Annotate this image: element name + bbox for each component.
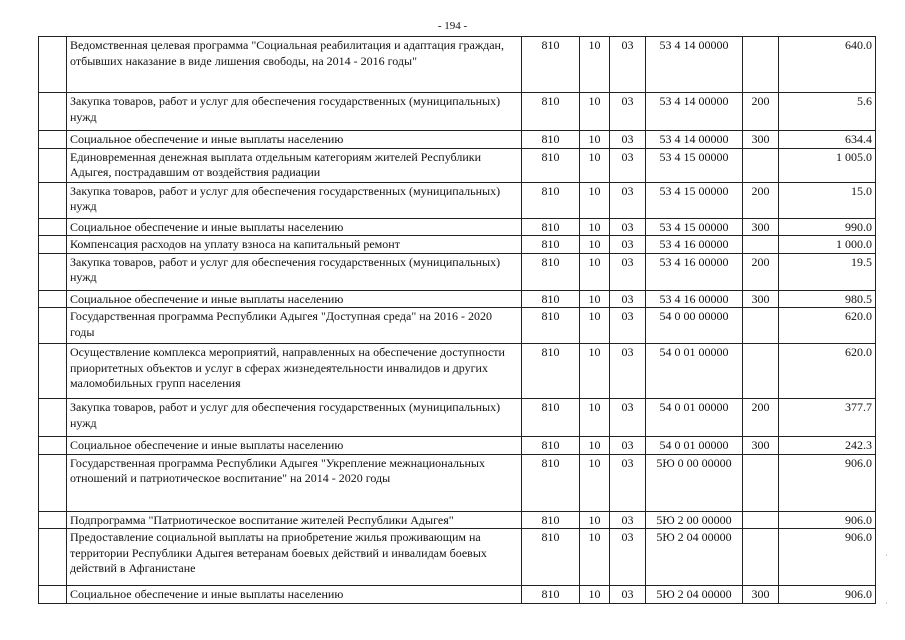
target-article-cell: 53 4 15 00000: [646, 148, 743, 182]
target-article-cell: 53 4 14 00000: [646, 93, 743, 131]
section-code-cell: 10: [580, 218, 610, 236]
expense-type-cell: 300: [743, 218, 779, 236]
expense-type-cell: 200: [743, 399, 779, 437]
ministry-code-cell: 810: [522, 308, 580, 344]
item-name-cell: Социальное обеспечение и иные выплаты населению: [67, 131, 522, 149]
expense-type-cell: 300: [743, 437, 779, 455]
ministry-code-cell: 810: [522, 182, 580, 218]
table-row: [39, 218, 876, 236]
section-code-cell: 10: [580, 399, 610, 437]
item-name-cell: Осуществление комплекса мероприятий, направленных на обеспечение доступности приоритетных объектов и услуг в сферах жизнедеятельности инвалидов и других маломобильных групп населения: [67, 344, 522, 399]
row-number-cell: [39, 308, 67, 344]
amount-cell: 634.4: [779, 131, 876, 149]
row-number-cell: [39, 399, 67, 437]
item-name-cell: Закупка товаров, работ и услуг для обеспечения государственных (муниципальных) нужд: [67, 182, 522, 218]
target-article-cell: 5Ю 2 00 00000: [646, 511, 743, 529]
item-name-cell: Государственная программа Республики Адыгея "Укрепление межнациональных отношений и патриотическое воспитание" на 2014 - 2020 годы: [67, 454, 522, 511]
amount-cell: 1 000.0: [779, 236, 876, 254]
subsection-code-cell: 03: [610, 454, 646, 511]
table-row: [39, 182, 876, 218]
item-name-cell: Государственная программа Республики Адыгея "Доступная среда" на 2016 - 2020 годы: [67, 308, 522, 344]
target-article-cell: 54 0 01 00000: [646, 344, 743, 399]
item-name-cell: Социальное обеспечение и иные выплаты населению: [67, 218, 522, 236]
ministry-code-cell: 810: [522, 131, 580, 149]
budget-table: [38, 36, 876, 604]
amount-cell: 906.0: [779, 511, 876, 529]
table-row: [39, 131, 876, 149]
section-code-cell: 10: [580, 290, 610, 308]
target-article-cell: 53 4 14 00000: [646, 131, 743, 149]
expense-type-cell: [743, 308, 779, 344]
section-code-cell: 10: [580, 454, 610, 511]
expense-type-cell: 200: [743, 93, 779, 131]
table-row: [39, 290, 876, 308]
target-article-cell: 53 4 16 00000: [646, 236, 743, 254]
expense-type-cell: 200: [743, 253, 779, 290]
row-number-cell: [39, 344, 67, 399]
target-article-cell: 53 4 16 00000: [646, 253, 743, 290]
amount-cell: 906.0: [779, 529, 876, 586]
target-article-cell: 54 0 01 00000: [646, 437, 743, 455]
subsection-code-cell: 03: [610, 344, 646, 399]
amount-cell: 1 005.0: [779, 148, 876, 182]
expense-type-cell: [743, 511, 779, 529]
ministry-code-cell: 810: [522, 344, 580, 399]
subsection-code-cell: 03: [610, 182, 646, 218]
table-row: [39, 529, 876, 586]
target-article-cell: 54 0 01 00000: [646, 399, 743, 437]
item-name-cell: Социальное обеспечение и иные выплаты населению: [67, 586, 522, 604]
subsection-code-cell: 03: [610, 148, 646, 182]
amount-cell: 19.5: [779, 253, 876, 290]
subsection-code-cell: 03: [610, 218, 646, 236]
table-row: [39, 399, 876, 437]
expense-type-cell: [743, 37, 779, 93]
item-name-cell: Единовременная денежная выплата отдельным категориям жителей Республики Адыгея, пострадавшим от воздействия радиации: [67, 148, 522, 182]
table-row: [39, 236, 876, 254]
section-code-cell: 10: [580, 253, 610, 290]
subsection-code-cell: 03: [610, 93, 646, 131]
amount-cell: 620.0: [779, 308, 876, 344]
table-row: [39, 148, 876, 182]
expense-type-cell: [743, 454, 779, 511]
row-number-cell: [39, 253, 67, 290]
table-row: [39, 511, 876, 529]
target-article-cell: 5Ю 2 04 00000: [646, 586, 743, 604]
amount-cell: 242.3: [779, 437, 876, 455]
section-code-cell: 10: [580, 308, 610, 344]
target-article-cell: 53 4 15 00000: [646, 182, 743, 218]
item-name-cell: Закупка товаров, работ и услуг для обеспечения государственных (муниципальных) нужд: [67, 253, 522, 290]
subsection-code-cell: 03: [610, 437, 646, 455]
subsection-code-cell: 03: [610, 511, 646, 529]
section-code-cell: 10: [580, 93, 610, 131]
target-article-cell: 5Ю 2 04 00000: [646, 529, 743, 586]
subsection-code-cell: 03: [610, 131, 646, 149]
section-code-cell: 10: [580, 511, 610, 529]
amount-cell: 906.0: [779, 454, 876, 511]
expense-type-cell: 200: [743, 182, 779, 218]
target-article-cell: 53 4 14 00000: [646, 37, 743, 93]
section-code-cell: 10: [580, 182, 610, 218]
item-name-cell: Ведомственная целевая программа "Социальная реабилитация и адаптация граждан, отбывших наказание в виде лишения свободы, на 2014 - 2016 годы": [67, 37, 522, 93]
amount-cell: 377.7: [779, 399, 876, 437]
subsection-code-cell: 03: [610, 529, 646, 586]
ministry-code-cell: 810: [522, 437, 580, 455]
table-row: [39, 454, 876, 511]
row-number-cell: [39, 182, 67, 218]
table-row: [39, 437, 876, 455]
amount-cell: 620.0: [779, 344, 876, 399]
expense-type-cell: [743, 344, 779, 399]
section-code-cell: 10: [580, 37, 610, 93]
target-article-cell: 53 4 15 00000: [646, 218, 743, 236]
ministry-code-cell: 810: [522, 529, 580, 586]
section-code-cell: 10: [580, 586, 610, 604]
section-code-cell: 10: [580, 344, 610, 399]
section-code-cell: 10: [580, 529, 610, 586]
subsection-code-cell: 03: [610, 236, 646, 254]
item-name-cell: Закупка товаров, работ и услуг для обеспечения государственных (муниципальных) нужд: [67, 399, 522, 437]
ministry-code-cell: 810: [522, 253, 580, 290]
subsection-code-cell: 03: [610, 37, 646, 93]
row-number-cell: [39, 37, 67, 93]
item-name-cell: Социальное обеспечение и иные выплаты населению: [67, 290, 522, 308]
ministry-code-cell: 810: [522, 511, 580, 529]
scan-speck: ·: [885, 598, 888, 608]
ministry-code-cell: 810: [522, 399, 580, 437]
target-article-cell: 5Ю 0 00 00000: [646, 454, 743, 511]
row-number-cell: [39, 236, 67, 254]
amount-cell: 990.0: [779, 218, 876, 236]
ministry-code-cell: 810: [522, 454, 580, 511]
ministry-code-cell: 810: [522, 93, 580, 131]
row-number-cell: [39, 290, 67, 308]
table-row: [39, 93, 876, 131]
section-code-cell: 10: [580, 131, 610, 149]
item-name-cell: Подпрограмма "Патриотическое воспитание жителей Республики Адыгея": [67, 511, 522, 529]
table-row: [39, 253, 876, 290]
amount-cell: 5.6: [779, 93, 876, 131]
amount-cell: 906.0: [779, 586, 876, 604]
ministry-code-cell: 810: [522, 218, 580, 236]
target-article-cell: 53 4 16 00000: [646, 290, 743, 308]
expense-type-cell: 300: [743, 131, 779, 149]
row-number-cell: [39, 437, 67, 455]
subsection-code-cell: 03: [610, 586, 646, 604]
table-row: [39, 308, 876, 344]
amount-cell: 640.0: [779, 37, 876, 93]
subsection-code-cell: 03: [610, 253, 646, 290]
row-number-cell: [39, 511, 67, 529]
expense-type-cell: [743, 529, 779, 586]
item-name-cell: Компенсация расходов на уплату взноса на капитальный ремонт: [67, 236, 522, 254]
amount-cell: 15.0: [779, 182, 876, 218]
table-row: [39, 344, 876, 399]
ministry-code-cell: 810: [522, 586, 580, 604]
expense-type-cell: 300: [743, 290, 779, 308]
item-name-cell: Предоставление социальной выплаты на приобретение жилья проживающим на территории Республики Адыгея ветеранам боевых действий и инвалидам боевых действий в Афганистане: [67, 529, 522, 586]
ministry-code-cell: 810: [522, 290, 580, 308]
item-name-cell: Закупка товаров, работ и услуг для обеспечения государственных (муниципальных) нужд: [67, 93, 522, 131]
row-number-cell: [39, 148, 67, 182]
subsection-code-cell: 03: [610, 290, 646, 308]
row-number-cell: [39, 454, 67, 511]
target-article-cell: 54 0 00 00000: [646, 308, 743, 344]
amount-cell: 980.5: [779, 290, 876, 308]
row-number-cell: [39, 131, 67, 149]
page-number: - 194 -: [437, 20, 468, 32]
expense-type-cell: 300: [743, 586, 779, 604]
section-code-cell: 10: [580, 437, 610, 455]
ministry-code-cell: 810: [522, 236, 580, 254]
row-number-cell: [39, 93, 67, 131]
expense-type-cell: [743, 148, 779, 182]
row-number-cell: [39, 586, 67, 604]
ministry-code-cell: 810: [522, 148, 580, 182]
subsection-code-cell: 03: [610, 308, 646, 344]
section-code-cell: 10: [580, 236, 610, 254]
section-code-cell: 10: [580, 148, 610, 182]
table-row: [39, 586, 876, 604]
ministry-code-cell: 810: [522, 37, 580, 93]
row-number-cell: [39, 218, 67, 236]
item-name-cell: Социальное обеспечение и иные выплаты населению: [67, 437, 522, 455]
subsection-code-cell: 03: [610, 399, 646, 437]
scan-speck: ·: [885, 550, 888, 560]
row-number-cell: [39, 529, 67, 586]
expense-type-cell: [743, 236, 779, 254]
table-row: [39, 37, 876, 93]
